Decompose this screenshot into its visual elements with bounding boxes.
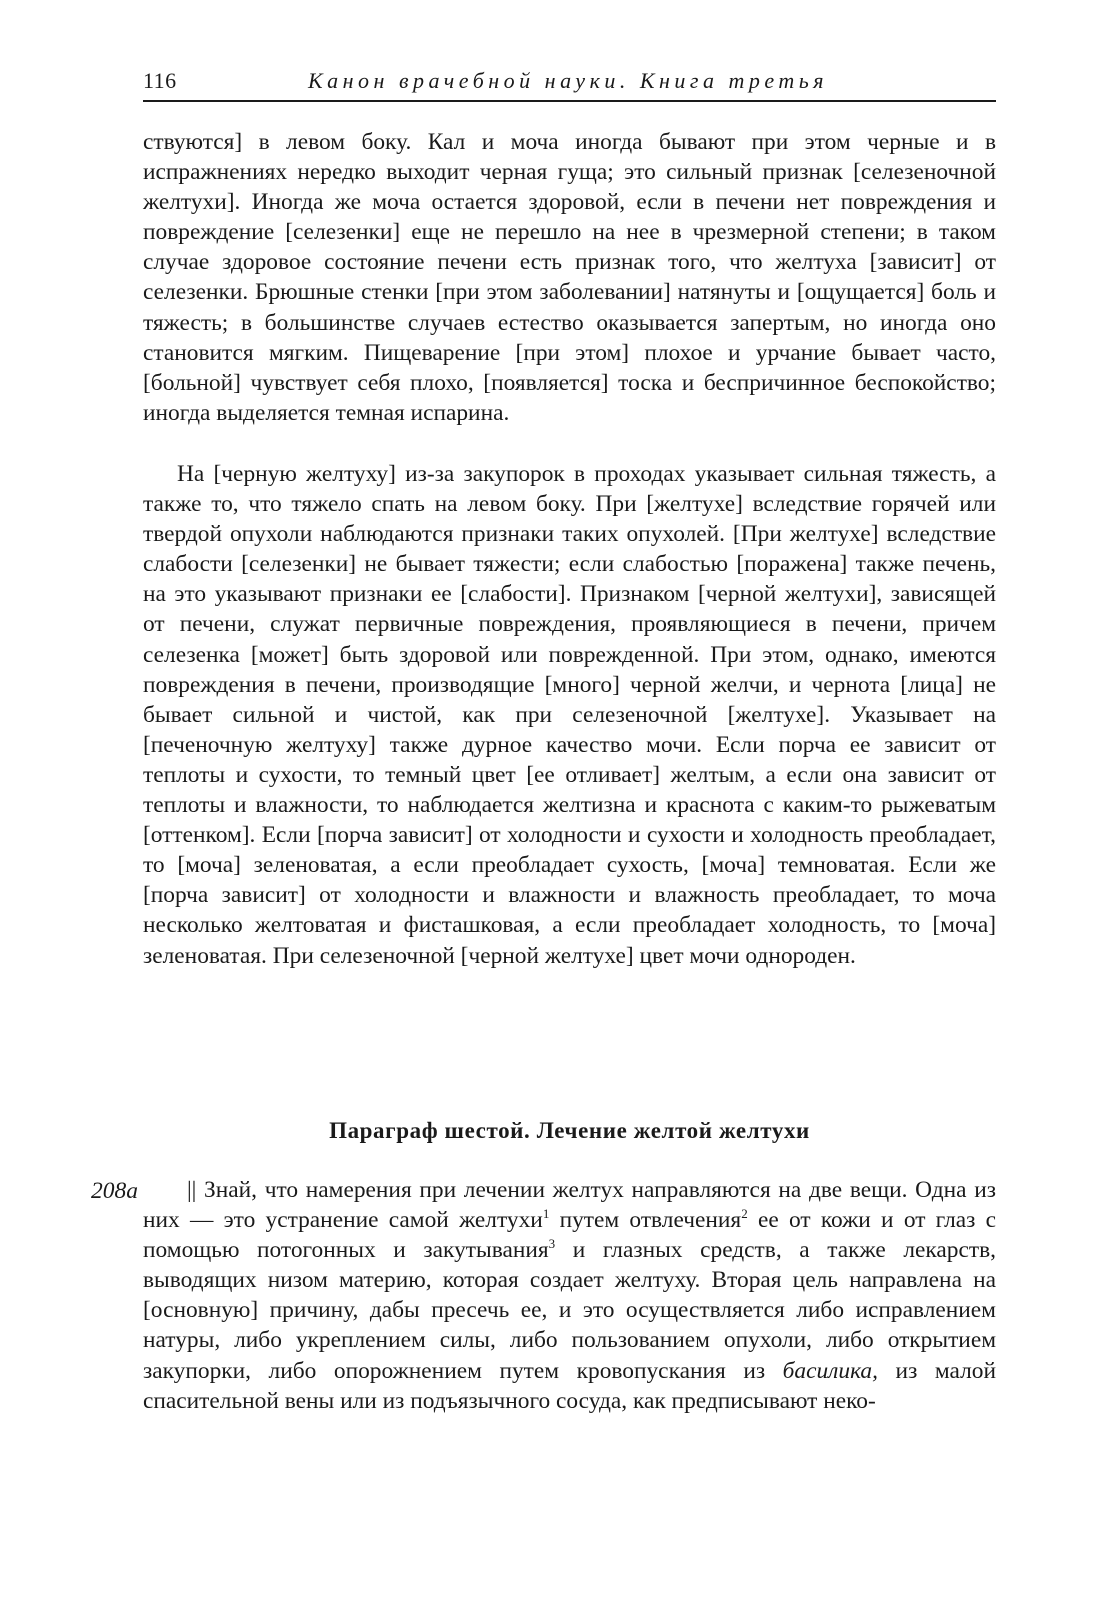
page-header: [143, 60, 996, 102]
section-heading: Параграф шестой. Лечение желтой желтухи: [329, 1118, 810, 1143]
footnote-marker: 3: [548, 1236, 556, 1252]
body-paragraph: ствуются] в левом боку. Кал и моча иногда бывают при этом черные и в испражнениях нередко выходит черная гуща; это сильный признак [селезеночной желтухи]. Иногда же моча остается здоровой, если в печени нет повреждения и повреждение [селезенки] еще не перешло на нее в чрезмерной степени; в таком случае здоровое состояние печени есть признак того, что желтуха [зависит] от селезенки. Брюшные стенки [при этом заболевании] натянуты и [ощущается] боль и тяжесть; в большинстве случаев естество оказывается запертым, но иногда оно становится мягким. Пищеварение [при этом] плохое и урчание бывает часто, [больной] чувствует себя плохо, [появляется] тоска и беспричинное беспокойство; иногда выделяется темная испарина.: [143, 129, 996, 426]
text-run: и глазных средств, а также лекарств, выводящих низом материю, которая создает желтуху. Вторая цель направлена на [основную] причину, дабы пресечь ее, и это осуществляется либо исправлением натуры, либо укреплением силы, либо пользованием опухоли, либо открытием закупорки, либо опорожнением путем кровопускания из: [143, 1237, 996, 1384]
text-run: || Знай, что намерения при лечении желтух направляются на две вещи. Одна из них — это устранение самой желтухи: [143, 1177, 996, 1234]
body-paragraph: На [черную желтуху] из-за закупорок в проходах указывает сильная тяжесть, а также то, что тяжело спать на левом боку. При [желтухе] вследствие горячей или твердой опухоли наблюдаются признаки таких опухолей. [При желтухе] вследствие слабости [селезенки] не бывает тяжести; если слабостью [поражена] также печень, на это указывают признаки ее [слабости]. Признаком [черной желтухи], зависящей от печени, служат первичные повреждения, проявляющиеся в печени, причем селезенка [может] быть здоровой или поврежденной. При этом, однако, имеются повреждения в печени, производящие [много] черной желчи, и чернота [лица] не бывает сильной и чистой, как при селезеночной [желтухе]. Указывает на [печеночную желтуху] также дурное качество мочи. Если порча ее зависит от теплоты и сухости, то темный цвет [ее отливает] желтым, а если она зависит от теплоты и влажности, то наблюдается желтизна и краснота с каким-то рыжеватым [оттенком]. Если [порча зависит] от холодности и сухости и холодность преобладает, то [моча] зеленоватая, а если преобладает сухость, [моча] темноватая. Если же [порча зависит] от холодности и влажности и влажность преобладает, то моча несколько желтоватая и фисташковая, а если преобладает холодность, то [моча] зеленоватая. При селезеночной [черной желтухе] цвет мочи однороден.: [143, 461, 996, 969]
footnote-marker: 2: [741, 1206, 748, 1222]
italic-term: басилика,: [782, 1357, 878, 1384]
page-number: 116: [143, 68, 177, 93]
running-title: Канон врачебной науки. Книга третья: [308, 68, 828, 93]
body-paragraph: [143, 1175, 996, 1416]
margin-folio-reference: 208a: [91, 1178, 138, 1204]
text-run: ее от кожи и от глаз с помощью потогонных и закутывания: [143, 1207, 997, 1264]
footnote-marker: 1: [542, 1206, 550, 1222]
text-run: путем отвлечения: [549, 1207, 742, 1234]
text-run: из малой спасительной вены или из подъязычного сосуда, как предписывают неко-: [143, 1357, 996, 1414]
